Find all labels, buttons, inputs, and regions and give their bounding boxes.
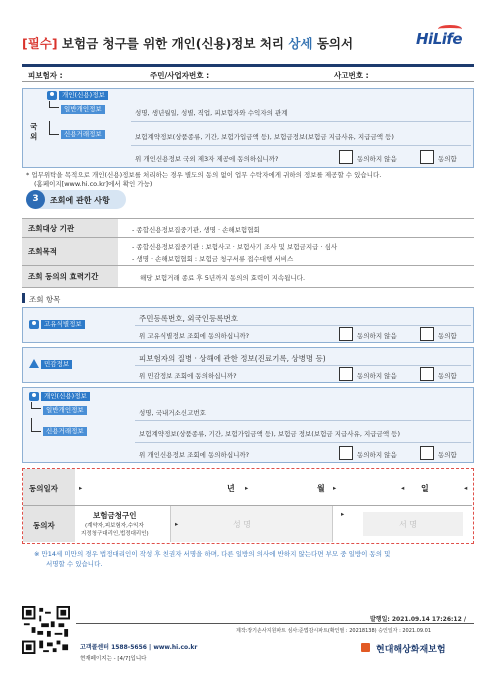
unique-id-box	[22, 307, 474, 343]
credit-question: 위 개인신용정보 조회에 동의하십니까?	[139, 451, 250, 459]
tree-connector-icon	[31, 402, 41, 409]
form-title	[22, 34, 353, 52]
marker-icon: ◂	[401, 484, 405, 492]
overseas-general-desc: 성명, 생년월일, 성별, 직업, 피보험자와 수익자의 관계	[135, 109, 288, 117]
unique-disagree-checkbox[interactable]	[339, 327, 353, 341]
personal-tag: 개인(신용)정보	[41, 392, 90, 401]
hyundai-logo-icon	[361, 643, 370, 652]
credit-disagree-checkbox[interactable]	[339, 446, 353, 460]
date-label-cell	[23, 469, 75, 506]
title-part-2: 동의서	[312, 36, 354, 51]
call-center: 고객콜센터 1588-5656 | www.hi.co.kr	[80, 644, 198, 651]
sensitive-agree-checkbox[interactable]	[420, 367, 434, 381]
overseas-agree-checkbox[interactable]	[420, 150, 434, 164]
tree-connector-icon	[31, 418, 41, 432]
sensitive-desc: 피보험자의 질병 · 상해에 관한 정보(진료기록, 상병명 등)	[139, 354, 326, 363]
items-title-marker	[22, 293, 25, 303]
day-label: 일	[421, 484, 429, 493]
row-label: 조회대상 기관	[22, 219, 118, 237]
page-indicator: 현재페이지는 - [4/7]입니다	[80, 656, 147, 662]
claimant-sub-1: (계약자,피보험자,수익자	[85, 523, 144, 529]
approval-info: 제작:장기손사지원파트 심사:준법감시파트(확인필 : 20218138) 승인일자 : 2021.09.01	[236, 628, 432, 634]
sign-placeholder: 서 명	[399, 520, 417, 529]
sensitive-info-box	[22, 347, 474, 383]
minor-note-line2: 서명할 수 있습니다.	[46, 560, 103, 568]
title-part-1: 보험금 청구를 위한 개인(신용)정보 처리	[57, 36, 289, 51]
row-line: - 생명 · 손해보험협회 : 보험금 청구서류 접수대행 서비스	[132, 255, 294, 263]
person-icon	[29, 392, 39, 401]
claimant-cell	[75, 506, 171, 542]
inquiry-items-title: 조회 항목	[29, 295, 61, 304]
unique-disagree-label: 동의하지 않음	[357, 332, 397, 340]
row-label: 조회 동의의 효력기간	[22, 266, 118, 287]
credit-info-desc: 보험계약정보(상품종류, 기간, 보험가입금액 등), 보험금 정보(보험금 지급사유, 지급금액 등)	[139, 430, 400, 438]
marker-icon: ▸	[245, 484, 249, 492]
overseas-consent-box	[22, 88, 474, 168]
outsourcing-note-line2: (홈페이지[www.hi.co.kr]에서 확인 가능)	[34, 180, 153, 188]
hilife-logo	[416, 30, 462, 48]
claimant-title: 보험금청구인	[93, 511, 137, 520]
unique-agree-label: 동의함	[438, 332, 457, 340]
signer-label-cell	[23, 506, 75, 542]
overseas-credit-label: 신용거래정보	[61, 130, 105, 139]
divider	[135, 442, 471, 443]
id-card-icon	[29, 320, 39, 329]
date-input-cell[interactable]	[75, 469, 472, 506]
outsourcing-note-line1: * 업무위탁을 목적으로 개인(신용)정보를 처리하는 경우 별도의 동의 없이 업무 수탁자에게 귀하의 정보를 제공할 수 있습니다.	[26, 171, 382, 179]
marker-icon: ▸	[175, 520, 179, 528]
inquiry-target-row	[22, 218, 474, 238]
overseas-general-label: 일반개인정보	[61, 105, 105, 114]
marker-icon: ◂	[464, 484, 468, 492]
credit-disagree-label: 동의하지 않음	[357, 451, 397, 459]
sensitive-disagree-checkbox[interactable]	[339, 367, 353, 381]
divider	[135, 325, 471, 326]
info-bar	[22, 64, 474, 82]
divider	[131, 145, 471, 146]
footer-divider	[76, 623, 474, 624]
general-info-label: 일반개인정보	[43, 406, 87, 415]
row-line: - 종합신용정보집중기관 : 보험사고 · 보험사기 조사 및 보험금지급 · 심사	[132, 243, 338, 251]
unique-id-label: 고유식별정보	[41, 320, 85, 329]
row-line: - 종합신용정보집중기관, 생명 · 손해보험협회	[132, 226, 260, 234]
unique-id-desc: 주민등록번호, 외국인등록번호	[139, 314, 238, 323]
logo-text: HiLife	[416, 30, 463, 48]
year-label: 년	[227, 484, 235, 493]
tree-connector-icon	[49, 121, 59, 135]
row-line: 해당 보험거래 종료 후 5년까지 동의의 효력이 지속됩니다.	[140, 274, 306, 282]
overseas-consent-question: 위 개인신용정보 국외 제3자 제공에 동의하십니까?	[135, 155, 279, 163]
divider	[131, 121, 471, 122]
personal-credit-box	[22, 387, 474, 463]
name-input-cell[interactable]	[171, 506, 333, 542]
claimant-sub-2: 지정청구대리인,법정대리인)	[81, 531, 149, 537]
row-label: 조회목적	[22, 238, 118, 265]
resident-number-label: 주민/사업자번호 :	[150, 71, 210, 80]
section-title: 조회에 관한 사항	[50, 196, 110, 205]
overseas-agree-label: 동의함	[438, 155, 457, 163]
credit-info-label: 신용거래정보	[43, 427, 87, 436]
divider	[135, 365, 471, 366]
marker-icon: ▸	[341, 510, 345, 518]
section-3-header	[26, 190, 126, 209]
sensitive-disagree-label: 동의하지 않음	[357, 372, 397, 380]
issued-date: 발행일: 2021.09.14 17:26:12 /	[370, 616, 467, 623]
insured-label: 피보험자 :	[28, 71, 63, 80]
unique-agree-checkbox[interactable]	[420, 327, 434, 341]
person-icon	[47, 91, 57, 100]
signature-box	[22, 468, 474, 544]
minor-note-line1: ※ 만14세 미만의 경우 법정대리인이 작성 후 친권자 서명을 하며, 다른 일방의 의사에 반하지 않는다면 부모 중 일방이 동의 및	[34, 550, 391, 558]
sensitive-label: 민감정보	[41, 360, 72, 369]
sensitive-agree-label: 동의함	[438, 372, 457, 380]
credit-agree-checkbox[interactable]	[420, 446, 434, 460]
tree-connector-icon	[49, 101, 59, 108]
unique-id-question: 위 고유식별정보 조회에 동의하십니까?	[139, 332, 250, 340]
marker-icon: ▸	[79, 484, 83, 492]
section-number: 3	[26, 190, 45, 209]
qr-code-icon	[22, 606, 70, 654]
overseas-side-label-2: 외	[30, 132, 38, 141]
logo-swoosh-icon	[438, 25, 462, 33]
credit-agree-label: 동의함	[438, 451, 457, 459]
name-placeholder: 성 명	[233, 520, 251, 529]
overseas-credit-desc: 보험계약정보(상품종류, 기간, 보험가입금액 등), 보험금정보(보험금 지급사유, 지급금액 등)	[135, 133, 394, 141]
overseas-disagree-label: 동의하지 않음	[357, 155, 397, 163]
divider	[135, 420, 471, 421]
title-highlight: 상세	[288, 36, 313, 51]
inquiry-period-row	[22, 266, 474, 288]
date-label: 동의일자	[29, 484, 58, 493]
overseas-personal-tag: 개인(신용)정보	[59, 91, 108, 100]
signer-label: 동의자	[33, 521, 55, 530]
sensitive-question: 위 민감정보 조회에 동의하십니까?	[139, 372, 237, 380]
sign-input-cell[interactable]	[335, 506, 472, 542]
general-info-desc: 성명, 국내거소신고번호	[139, 409, 206, 417]
accident-number-label: 사고번호 :	[334, 71, 369, 80]
warning-icon	[29, 359, 39, 368]
required-tag: [필수]	[22, 36, 58, 51]
inquiry-purpose-row	[22, 238, 474, 266]
month-label: 월	[317, 484, 325, 493]
marker-icon: ▸	[333, 484, 337, 492]
overseas-disagree-checkbox[interactable]	[339, 150, 353, 164]
company-name: 현대해상화재보험	[376, 645, 446, 655]
overseas-side-label-1: 국	[30, 122, 38, 131]
